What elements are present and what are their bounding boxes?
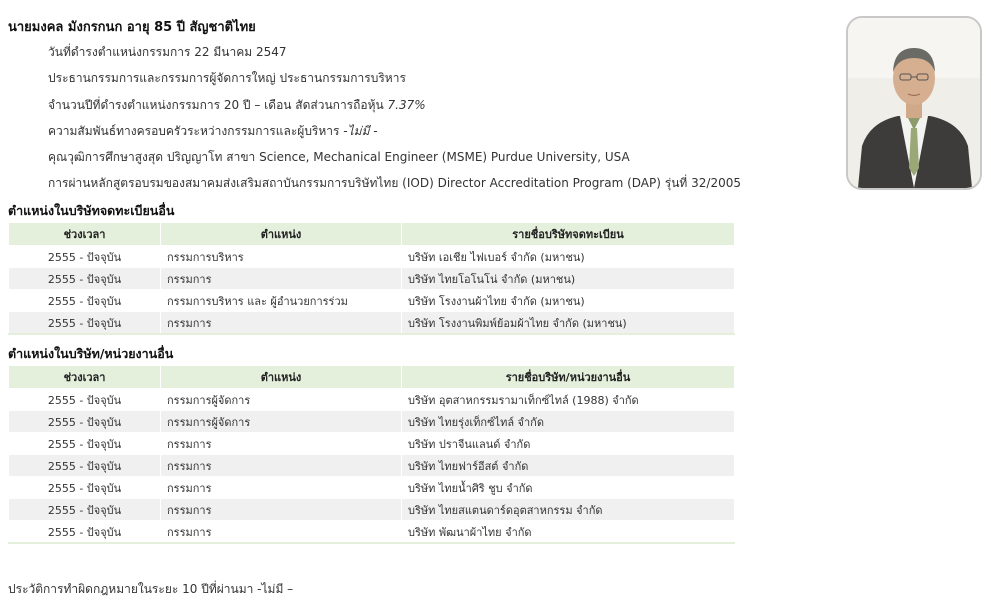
other-companies-title: ตำแหน่งในบริษัท/หน่วยงานอื่น <box>8 346 174 361</box>
period-cell: 2555 - ปัจจุบัน <box>9 389 161 411</box>
period-cell: 2555 - ปัจจุบัน <box>9 290 161 312</box>
table-row <box>9 290 735 312</box>
position-cell: กรรมการผู้จัดการ <box>161 389 402 411</box>
table-row <box>9 389 735 411</box>
table-header-row <box>9 366 735 389</box>
portrait-illustration <box>848 18 980 188</box>
table-row <box>9 268 735 290</box>
table-row <box>9 411 735 433</box>
period-cell: 2555 - ปัจจุบัน <box>9 268 161 290</box>
period-cell: 2555 - ปัจจุบัน <box>9 499 161 521</box>
position-cell: กรรมการ <box>161 433 402 455</box>
period-cell: 2555 - ปัจจุบัน <box>9 312 161 335</box>
company-cell: บริษัท ไทยรุ่งเท็กซ์ไทล์ จำกัด <box>402 411 735 433</box>
table-row <box>9 521 735 544</box>
company-cell: บริษัท ไทยน้ำศิริ ชูบ จำกัด <box>402 477 735 499</box>
training: การผ่านหลักสูตรอบรมของสมาคมส่งเสริมสถาบันกรรมการบริษัทไทย (IOD) Director Accreditation Program (DAP) รุ่นที่ 32/2005 <box>48 176 741 190</box>
table-header-row <box>9 223 735 246</box>
person-portrait-icon <box>846 16 982 190</box>
person-name: นายมงคล มังกรกนก อายุ 85 ปี สัญชาติไทย <box>8 20 256 35</box>
family-relation <box>48 122 378 141</box>
other-companies-table <box>8 365 735 544</box>
company-cell: บริษัท อุตสาหกรรมรามาเท็กซ์ไทล์ (1988) จำกัด <box>402 389 735 411</box>
table-row <box>9 499 735 521</box>
position-cell: กรรมการ <box>161 268 402 290</box>
tenure-text: จำนวนปีที่ดำรงตำแหน่งกรรมการ 20 ปี – เดือน สัดส่วนการถือหุ้น <box>48 98 388 112</box>
table-row <box>9 477 735 499</box>
column-header-company: รายชื่อบริษัทจดทะเบียน <box>402 223 735 246</box>
position-cell: กรรมการผู้จัดการ <box>161 411 402 433</box>
table-row <box>9 433 735 455</box>
appointment-date: วันที่ดำรงตำแหน่งกรรมการ 22 มีนาคม 2547 <box>48 45 287 59</box>
period-cell: 2555 - ปัจจุบัน <box>9 246 161 268</box>
column-header-position: ตำแหน่ง <box>161 366 402 389</box>
company-cell: บริษัท ไทยสแตนดาร์ดอุตสาหกรรม จำกัด <box>402 499 735 521</box>
tenure-and-shareholding <box>48 96 426 115</box>
period-cell: 2555 - ปัจจุบัน <box>9 433 161 455</box>
shareholding-percent: 7.37% <box>387 98 426 112</box>
company-cell: บริษัท ไทยฟาร์อีสต์ จำกัด <box>402 455 735 477</box>
current-positions: ประธานกรรมการและกรรมการผู้จัดการใหญ่ ประธานกรรมการบริหาร <box>48 71 406 85</box>
period-cell: 2555 - ปัจจุบัน <box>9 455 161 477</box>
column-header-period: ช่วงเวลา <box>9 223 161 246</box>
position-cell: กรรมการบริหาร และ ผู้อำนวยการร่วม <box>161 290 402 312</box>
listed-companies-table <box>8 222 735 335</box>
position-cell: กรรมการ <box>161 455 402 477</box>
period-cell: 2555 - ปัจจุบัน <box>9 411 161 433</box>
position-cell: กรรมการ <box>161 312 402 335</box>
period-cell: 2555 - ปัจจุบัน <box>9 477 161 499</box>
legal-history-note: ประวัติการทำผิดกฎหมายในระยะ 10 ปีที่ผ่านมา -ไม่มี – <box>8 582 294 596</box>
family-relation-text: ความสัมพันธ์ทางครอบครัวระหว่างกรรมการและผู้บริหาร <box>48 124 344 138</box>
company-cell: บริษัท โรงงานผ้าไทย จำกัด (มหาชน) <box>402 290 735 312</box>
company-cell: บริษัท โรงงานพิมพ์ย้อมผ้าไทย จำกัด (มหาชน) <box>402 312 735 335</box>
column-header-company: รายชื่อบริษัท/หน่วยงานอื่น <box>402 366 735 389</box>
table-row <box>9 312 735 335</box>
column-header-period: ช่วงเวลา <box>9 366 161 389</box>
position-cell: กรรมการบริหาร <box>161 246 402 268</box>
position-cell: กรรมการ <box>161 521 402 544</box>
table-row <box>9 246 735 268</box>
position-cell: กรรมการ <box>161 499 402 521</box>
period-cell: 2555 - ปัจจุบัน <box>9 521 161 544</box>
table-row <box>9 455 735 477</box>
company-cell: บริษัท ปราจีนแลนด์ จำกัด <box>402 433 735 455</box>
company-cell: บริษัท ไทยโอโนโน่ จำกัด (มหาชน) <box>402 268 735 290</box>
education: คุณวุฒิการศึกษาสูงสุด ปริญญาโท สาขา Science, Mechanical Engineer (MSME) Purdue University, USA <box>48 150 630 164</box>
family-relation-value: -ไม่มี - <box>343 124 378 138</box>
column-header-position: ตำแหน่ง <box>161 223 402 246</box>
company-cell: บริษัท พัฒนาผ้าไทย จำกัด <box>402 521 735 544</box>
listed-companies-title: ตำแหน่งในบริษัทจดทะเบียนอื่น <box>8 203 175 218</box>
company-cell: บริษัท เอเชีย ไฟเบอร์ จำกัด (มหาชน) <box>402 246 735 268</box>
position-cell: กรรมการ <box>161 477 402 499</box>
